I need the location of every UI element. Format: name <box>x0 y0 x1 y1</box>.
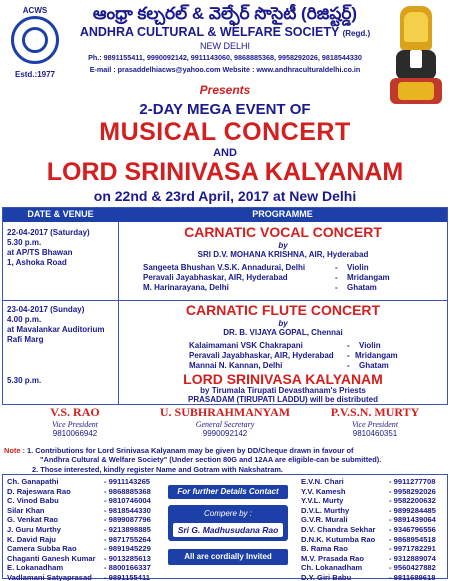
kalyanam-time: 5.30 p.m. <box>7 376 42 385</box>
prasadam-note: PRASADAM (TIRUPATI LADDU) will be distributed <box>188 395 378 404</box>
lord-venkateswara-image <box>386 6 446 104</box>
event-dates: on 22nd & 23rd April, 2017 at New Delhi <box>93 188 357 204</box>
instrument: Ghatam <box>347 283 377 292</box>
day1-venue-line2: 1, Ashoka Road <box>7 258 67 267</box>
list-item: Chaganti Ganesh Kumar - 9013285613 <box>7 553 151 563</box>
contacts-right <box>301 477 447 581</box>
logo-text: ACWS <box>22 6 48 15</box>
regd-label: (Regd.) <box>342 29 371 38</box>
list-item: Ch. Ganapathi - 9911143265 <box>7 477 151 486</box>
instrument: Mridangam <box>355 351 398 360</box>
list-item: G.V.R. Murali - 9891439064 <box>301 515 436 525</box>
note-line-2: "Andhra Cultural & Welfare Society" (Under section 80G and 12AA are eligible-can be submitted). <box>40 455 382 465</box>
official-name: V.S. RAO <box>50 405 100 419</box>
list-item: D.V.L. Murthy - 9899284485 <box>301 505 436 515</box>
contacts-box <box>2 474 448 579</box>
contacts-left <box>7 477 167 581</box>
established-year: Estd.:1977 <box>14 70 56 79</box>
list-item: Vadlamani Satyaprasad - 9891155411 <box>7 572 151 581</box>
list-item: C. Vinod Babu - 9810746004 <box>7 496 151 506</box>
list-item: B. Rama Rao - 9971782291 <box>301 544 436 554</box>
flute-concert-title: CARNATIC FLUTE CONCERT <box>185 302 381 318</box>
day1-accompanist: M. Harinarayana, Delhi - Ghatam <box>143 283 377 292</box>
col-date-venue: DATE & VENUE <box>27 209 94 219</box>
day2-date: 23-04-2017 (Sunday) <box>7 305 85 314</box>
list-item: Y.V.L. Murty - 9582200632 <box>301 496 436 506</box>
compere-box <box>168 505 288 541</box>
official-phone: 9810460351 <box>352 429 398 438</box>
official-phone: 9810066942 <box>52 429 98 438</box>
musical-concert-title: MUSICAL CONCERT <box>99 118 351 146</box>
list-item: D.Y. Giri Babu - 9811689618 <box>301 572 436 581</box>
logo-emblem-icon <box>11 16 59 64</box>
accompanist-name: Kalaimamani VSK Chakrapani <box>189 341 303 350</box>
list-item: D.V. Chandra Sekhar - 9346796556 <box>301 524 436 534</box>
and-label: AND <box>213 147 237 159</box>
compere-name: Sri G. Madhusudana Rao <box>173 523 283 537</box>
kalyanam-programme-title: LORD SRINIVASA KALYANAM <box>183 371 383 387</box>
day2-accompanist: Kalaimamani VSK Chakrapani - Violin <box>189 341 381 350</box>
kalyanam-priests: by Tirumala Tirupati Devasthanam's Priests <box>200 386 366 395</box>
accompanist-name: Sangeeta Bhushan V.S.K. Annadurai, Delhi <box>143 263 306 272</box>
compere-label: Compere by : <box>203 509 253 518</box>
official-designation: General Secretary <box>195 420 255 429</box>
official-name: P.V.S.N. MURTY <box>330 405 420 419</box>
details-contact-banner: For further Details Contact <box>168 485 288 499</box>
note-line-3: 2. Those interested, kindly register Name and Gotram with Nakshatram. <box>32 464 283 474</box>
day1-accompanist: Peravali Jayabhaskar, AIR, Hyderabad - Mridangam <box>143 273 390 282</box>
email-website: E-mail : prasaddelhiacws@yahoo.com Website : www.andhraculturaldelhi.co.in <box>89 65 361 74</box>
list-item: Camera Subba Rao - 9891945229 <box>7 544 151 554</box>
official-phone: 9990092142 <box>202 429 248 438</box>
official-designation: Vice President <box>352 420 398 429</box>
vocal-concert-title: CARNATIC VOCAL CONCERT <box>184 224 382 240</box>
instrument: Violin <box>347 263 369 272</box>
day1-venue <box>7 228 117 268</box>
telugu-org-name: ఆంధ్రా కల్చరల్ & వెల్ఫేర్ సొసైటీ (రిజిష్టర్డ్) <box>92 4 358 23</box>
official-general-secretary <box>150 405 300 438</box>
instrument: Mridangam <box>347 273 390 282</box>
day2-time: 4.00 p.m. <box>7 315 42 324</box>
day1-accompanist: Sangeeta Bhushan V.S.K. Annadurai, Delhi - Violin <box>143 263 369 272</box>
day2-accompanist: Mannai N. Kannan, Delhi - Ghatam <box>189 361 389 370</box>
org-name-text: ANDHRA CULTURAL & WELFARE SOCIETY <box>79 25 340 39</box>
day1-date: 22-04-2017 (Saturday) <box>7 228 90 237</box>
programme-table <box>2 207 448 405</box>
list-item: Silar Khan - 9818544330 <box>7 505 151 515</box>
list-item: M.V. Prasada Rao - 9312889074 <box>301 553 436 563</box>
list-item: Ch. Lokanadham - 9560427882 <box>301 563 436 573</box>
day1-lead-artist: SRI D.V. MOHANA KRISHNA, AIR, Hyderabad <box>197 250 369 259</box>
day1-time: 5.30 p.m. <box>7 238 42 247</box>
accompanist-name: Mannai N. Kannan, Delhi <box>189 361 283 370</box>
list-item: Y.V. Kamesh - 9958292026 <box>301 486 436 496</box>
list-item: K. David Raju - 9871755264 <box>7 534 151 544</box>
table-header <box>3 208 447 222</box>
list-item: E. Lokanadham - 8800166337 <box>7 563 151 573</box>
list-item: D.N.K. Kutumba Rao - 9868954518 <box>301 534 436 544</box>
notes <box>4 446 446 474</box>
org-name <box>70 25 380 39</box>
accompanist-name: Peravali Jayabhaskar, AIR, Hyderabad <box>143 273 288 282</box>
instrument: Ghatam <box>359 361 389 370</box>
day1-by: by <box>278 241 288 250</box>
list-item: D. Rajeswara Rao - 9868885368 <box>7 486 151 496</box>
list-item: E.V.N. Chari - 9911277708 <box>301 477 436 486</box>
official-vice-president-1 <box>0 405 150 438</box>
presents-label: Presents <box>199 83 251 97</box>
list-item: G. Venkat Rao - 9899087796 <box>7 515 151 525</box>
day2-by: by <box>278 319 288 328</box>
invitation-banner: All are cordially Invited <box>168 549 288 565</box>
day2-lead-artist: DR. B. VIJAYA GOPAL, Chennai <box>223 328 343 337</box>
phone-numbers: Ph.: 9891155411, 9990092142, 9911143060, 9868885368, 9958292026, 9818544330 <box>88 53 362 62</box>
official-vice-president-2 <box>300 405 450 438</box>
society-logo <box>4 6 66 84</box>
city: NEW DELHI <box>199 41 250 51</box>
list-item: J. Guru Murthy - 9213898885 <box>7 524 151 534</box>
col-programme: PROGRAMME <box>252 209 313 219</box>
day2-venue <box>7 305 117 345</box>
accompanist-name: M. Harinarayana, Delhi <box>143 283 229 292</box>
kalyanam-title: LORD SRINIVASA KALYANAM <box>46 158 404 186</box>
note-label: Note : <box>4 446 25 455</box>
official-designation: Vice President <box>52 420 98 429</box>
day1-venue-line1: at AP/TS Bhawan <box>7 248 73 257</box>
event-subtitle: 2-DAY MEGA EVENT OF <box>139 101 311 118</box>
accompanist-name: Peravali Jayabhaskar, AIR, Hyderabad <box>189 351 334 360</box>
note-line-1: 1. Contributions for Lord Srinivasa Kalyanam may be given by DD/Cheque drawn in favour of <box>27 446 354 455</box>
instrument: Violin <box>359 341 381 350</box>
day2-accompanist: Peravali Jayabhaskar, AIR, Hyderabad - Mridangam <box>189 351 398 360</box>
day2-venue-line1: at Mavalankar Auditorium <box>7 325 105 334</box>
official-name: U. SUBHRAHMANYAM <box>159 405 291 419</box>
day2-venue-line2: Rafi Marg <box>7 335 44 344</box>
